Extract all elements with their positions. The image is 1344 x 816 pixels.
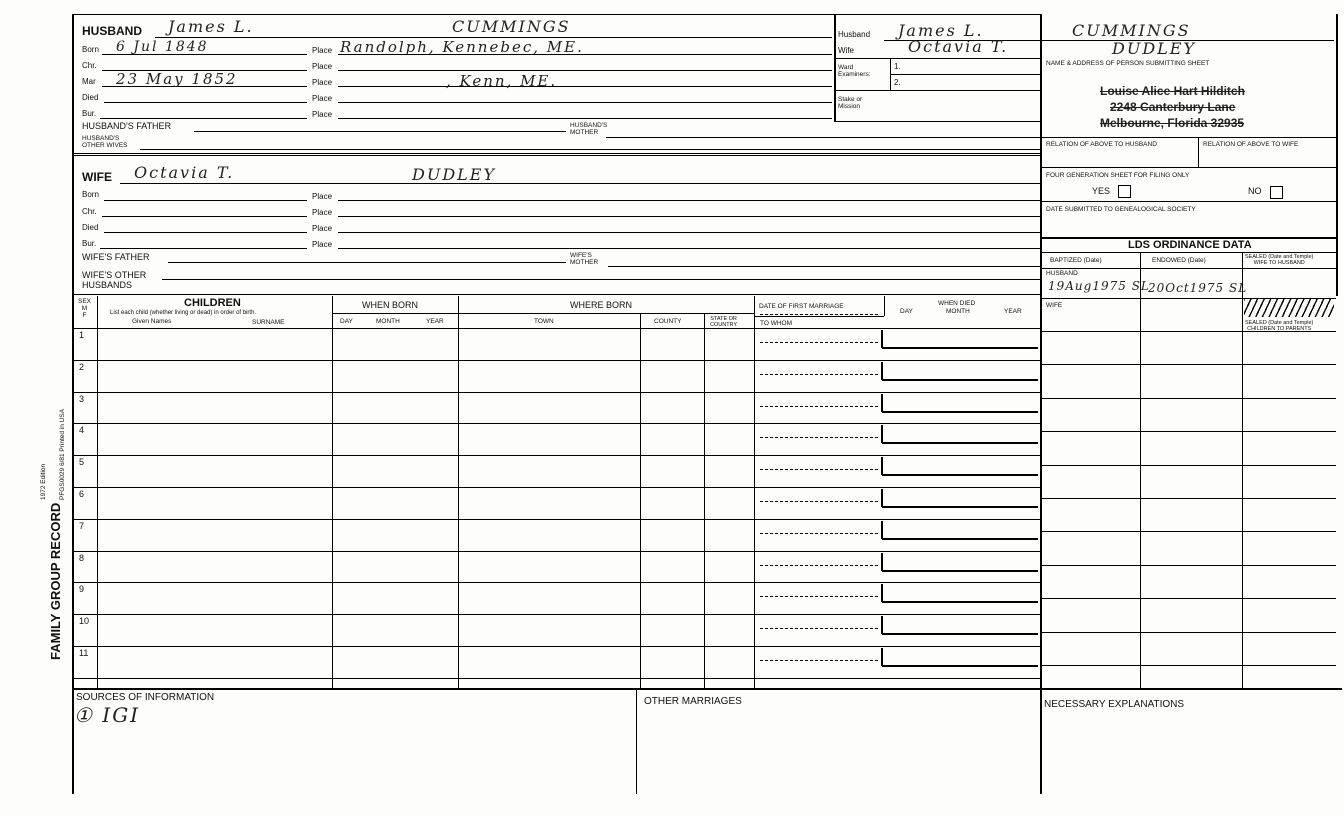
state-label: STATE OR COUNTRY (710, 316, 738, 328)
lds-husband-endowed[interactable]: 20Oct1975 SL (1148, 281, 1248, 295)
explanations-label: NECESSARY EXPLANATIONS (1044, 699, 1185, 710)
husband-bur-place-label: Place (312, 110, 333, 119)
died-month-label: MONTH (946, 308, 970, 315)
wife-born-label: Born (82, 190, 99, 199)
wife-bur-place-label: Place (312, 240, 333, 249)
husband-label: HUSBAND (82, 24, 142, 38)
lds-husband-row: HUSBAND (1046, 270, 1078, 277)
child-row-number: 4 (79, 425, 85, 436)
sources-value[interactable]: ① IGI (74, 703, 141, 727)
husband-born-label: Born (82, 45, 99, 54)
child-row-number: 8 (79, 552, 85, 563)
wife-surname[interactable]: DUDLEY (412, 165, 497, 184)
town-label: TOWN (534, 318, 554, 325)
date-submitted-label: DATE SUBMITTED TO GENEALOGICAL SOCIETY (1046, 206, 1196, 213)
no-checkbox[interactable] (1270, 186, 1283, 199)
child-row[interactable] (72, 360, 1040, 392)
born-month-label: MONTH (376, 318, 400, 325)
when-born-label: WHEN BORN (362, 300, 418, 310)
child-row-number: 3 (79, 393, 85, 404)
county-label: COUNTY (654, 318, 682, 325)
children-title: CHILDREN (184, 297, 241, 309)
child-row-number: 7 (79, 520, 85, 531)
lds-title: LDS ORDINANCE DATA (1128, 239, 1252, 251)
lds-sealed-children-label: SEALED (Date and Temple) CHILDREN TO PARENTS (1245, 320, 1314, 332)
husband-bur-label: Bur. (82, 109, 97, 118)
first-marriage-label: DATE OF FIRST MARRIAGE (759, 303, 844, 310)
header-husband-surname[interactable]: CUMMINGS (1072, 21, 1191, 40)
header-wife-label: Wife (838, 46, 854, 55)
wife-mother-label: WIFE'S MOTHER (570, 252, 599, 266)
when-died-label: WHEN DIED (938, 300, 976, 307)
child-row[interactable] (72, 519, 1040, 551)
header-wife-surname[interactable]: DUDLEY (1112, 39, 1197, 58)
lds-wife-row: WIFE (1046, 302, 1063, 309)
form-side-edition: 1972 Edition (40, 463, 47, 500)
lds-baptized-label: BAPTIZED (Date) (1050, 257, 1102, 264)
husband-chr-label: Chr. (82, 61, 97, 70)
children-surname: SURNAME (252, 319, 285, 326)
died-year-label: YEAR (1004, 308, 1022, 315)
died-day-label: DAY (900, 308, 913, 315)
submitter-label: NAME & ADDRESS OF PERSON SUBMITTING SHEET (1046, 60, 1210, 67)
children-given-names: Given Names (132, 318, 172, 325)
wife-chr-label: Chr. (82, 207, 97, 216)
husband-surname[interactable]: CUMMINGS (452, 17, 571, 36)
husband-born-place-label: Place (312, 46, 333, 55)
child-row[interactable] (72, 328, 1040, 360)
to-whom-label: TO WHOM (760, 320, 793, 327)
child-row[interactable] (72, 614, 1040, 646)
form-side-code: PFGS0029 6/81 Printed in USA (59, 408, 66, 500)
form-side-title: FAMILY GROUP RECORD (48, 502, 63, 660)
wife-bur-label: Bur. (82, 239, 97, 248)
header-stake-label: Stake or Mission (838, 96, 863, 110)
four-gen-label: FOUR GENERATION SHEET FOR FILING ONLY (1046, 172, 1190, 179)
child-row-number: 11 (79, 648, 89, 658)
child-row-number: 2 (79, 361, 85, 372)
header-ward-2: 2. (894, 78, 901, 87)
where-born-label: WHERE BORN (570, 300, 633, 310)
header-wife-given[interactable]: Octavia T. (908, 37, 1009, 56)
child-row[interactable] (72, 455, 1040, 487)
wife-chr-place-label: Place (312, 208, 333, 217)
submitter-name: Louise Alice Hart Hilditch (1100, 84, 1245, 98)
lds-sealed-hatch (1244, 298, 1334, 317)
lds-sealed-wife-label: SEALED (Date and Temple) WIFE TO HUSBAND (1245, 254, 1314, 266)
husband-chr-place-label: Place (312, 62, 333, 71)
child-row-number: 6 (79, 489, 85, 499)
husband-given[interactable]: James L. (168, 17, 254, 36)
child-row-number: 10 (79, 616, 90, 627)
husband-died-label: Died (82, 93, 99, 102)
husband-mar-place[interactable]: , Kenn, ME. (446, 72, 558, 90)
no-label: NO (1248, 186, 1262, 196)
submitter-address1: 2248 Canterbury Lane (1110, 100, 1236, 114)
born-day-label: DAY (340, 318, 353, 325)
wife-born-place-label: Place (312, 192, 333, 201)
husband-other-wives-label: HUSBAND'S OTHER WIVES (82, 135, 128, 149)
yes-checkbox[interactable] (1118, 185, 1131, 198)
header-husband-given[interactable]: James L. (898, 21, 984, 40)
children-sex-label: SEX M F (78, 298, 92, 319)
husband-mother-label: HUSBAND'S MOTHER (570, 122, 608, 136)
child-row-number: 1 (79, 330, 85, 340)
child-row[interactable] (72, 423, 1040, 455)
relation-husband-label: RELATION OF ABOVE TO HUSBAND (1046, 141, 1157, 148)
wife-father-label: WIFE'S FATHER (82, 252, 150, 262)
wife-died-label: Died (82, 223, 99, 232)
sources-label: SOURCES OF INFORMATION (76, 692, 215, 703)
child-row[interactable] (72, 646, 1040, 678)
wife-given[interactable]: Octavia T. (134, 163, 235, 182)
header-husband-label: Husband (838, 30, 871, 39)
submitter-address2: Melbourne, Florida 32935 (1100, 116, 1245, 130)
relation-wife-label: RELATION OF ABOVE TO WIFE (1203, 141, 1299, 148)
husband-born-place[interactable]: Randolph, Kennebec, ME. (340, 38, 584, 56)
child-row[interactable] (72, 551, 1040, 583)
child-row[interactable] (72, 392, 1040, 424)
child-row-number: 5 (79, 457, 85, 468)
wife-other-husbands-label: WIFE'S OTHER HUSBANDS (82, 270, 147, 290)
husband-mar-value[interactable]: 23 May 1852 (116, 70, 238, 88)
husband-died-place-label: Place (312, 94, 333, 103)
child-row[interactable] (72, 487, 1040, 519)
lds-husband-baptized[interactable]: 19Aug1975 SL (1048, 279, 1150, 293)
born-year-label: YEAR (426, 318, 444, 325)
husband-mar-place-label: Place (312, 78, 333, 87)
children-instructions: List each child (whether living or dead) in order of birth. (110, 310, 257, 316)
husband-mar-label: Mar (82, 77, 96, 86)
lds-endowed-label: ENDOWED (Date) (1152, 257, 1206, 264)
wife-died-place-label: Place (312, 224, 333, 233)
child-row[interactable] (72, 582, 1040, 614)
wife-label: WIFE (82, 170, 112, 184)
husband-father-label: HUSBAND'S FATHER (82, 121, 172, 131)
husband-born-value[interactable]: 6 Jul 1848 (116, 39, 209, 55)
other-marriages-label: OTHER MARRIAGES (644, 696, 742, 707)
header-ward-1: 1. (894, 62, 901, 71)
yes-label: YES (1092, 186, 1111, 196)
child-row-number: 9 (79, 584, 85, 595)
header-ward-label: Ward Examiners: (838, 64, 871, 78)
